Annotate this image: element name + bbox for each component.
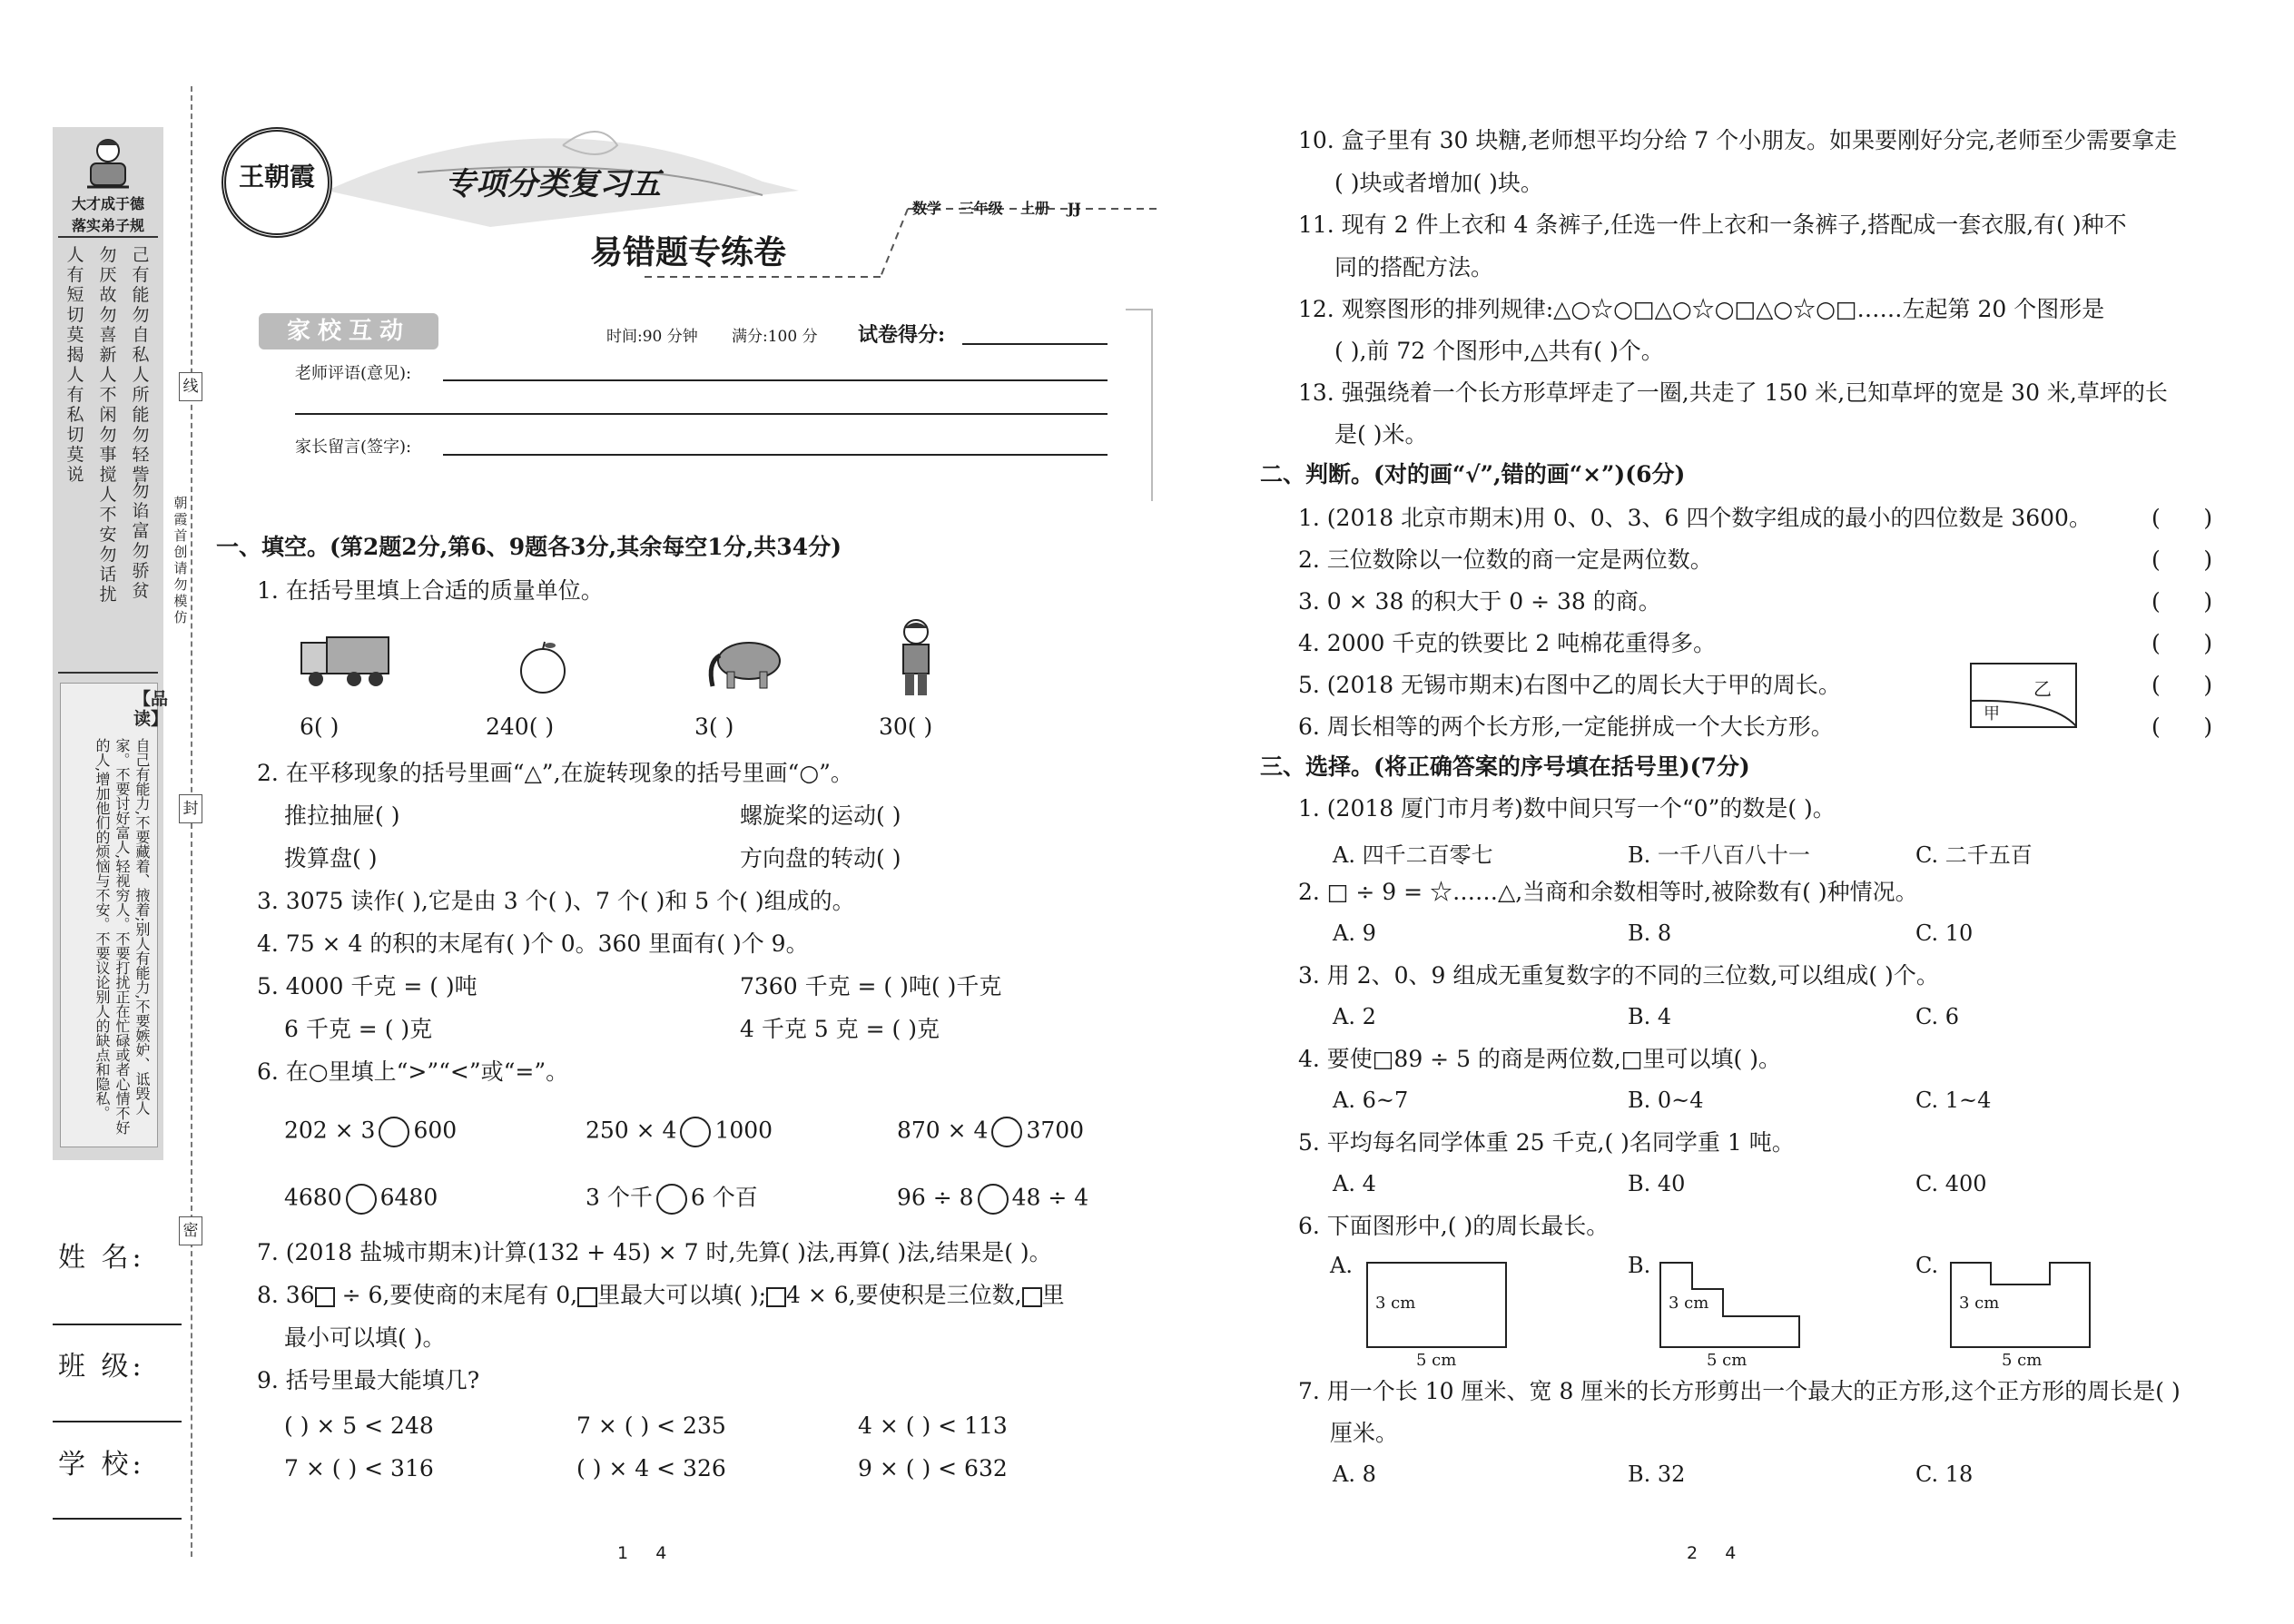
compare-circle[interactable] [991, 1117, 1022, 1147]
choice-2-c[interactable]: C. 10 [1915, 920, 1974, 946]
section-2-title: 二、判断。(对的画“√”,错的画“×”)(6分) [1260, 461, 1686, 487]
choice-6-c[interactable]: C. [1915, 1253, 1939, 1278]
q5-c: 6 千克 = ( )克 [284, 1016, 433, 1042]
judge-1: 1. (2018 北京市期末)用 0、0、3、6 四个数字组成的最小的四位数是 3600。 [1298, 505, 2092, 531]
interaction-tab: 家校互动 [259, 313, 438, 349]
q6-row-2: 4680 6480 [284, 1184, 438, 1215]
judge-answer-6[interactable]: ( ) [2151, 714, 2213, 740]
question-7: 7. (2018 盐城市期末)计算(132 + 45) × 7 时,先算( )法,再算( )法,结果是( )。 [257, 1239, 1052, 1265]
verse-col-2: 人有短切莫揭人有私切莫说 [66, 245, 84, 485]
shape-b-height: 3 cm [1669, 1294, 1709, 1313]
cut-mark-3: 密 [179, 1216, 202, 1245]
judge-answer-1[interactable]: ( ) [2151, 505, 2213, 531]
elephant-icon [704, 635, 790, 692]
choice-1-c[interactable]: C. 二千五百 [1915, 842, 2033, 868]
page-number-left: 1 4 [617, 1543, 667, 1563]
question-8: 8. 36 ÷ 6,要使商的末尾有 0, 里最大可以填( ); 4 × 6,要使积是三位数, 里 [257, 1282, 1065, 1308]
judge-6: 6. 周长相等的两个长方形,一定能拼成一个大长方形。 [1298, 714, 1834, 740]
q1-item-4: 30( ) [879, 714, 933, 740]
choice-4-b[interactable]: B. 0~4 [1628, 1088, 1704, 1113]
q6-row-2c: 96 ÷ 8 48 ÷ 4 [897, 1184, 1088, 1215]
mascot-figure [80, 134, 136, 191]
blank-box[interactable] [766, 1287, 786, 1307]
judge-answer-4[interactable]: ( ) [2151, 630, 2213, 656]
choice-1: 1. (2018 厦门市月考)数中间只写一个“0”的数是( )。 [1298, 795, 1836, 822]
cut-mark-1: 线 [179, 372, 202, 401]
question-4: 4. 75 × 4 的积的末尾有( )个 0。360 里面有( )个 9。 [257, 930, 809, 957]
score-total: 满分:100 分 [732, 328, 818, 346]
q5-b: 7360 千克 = ( )吨( )千克 [740, 973, 1002, 999]
question-12: 12. 观察图形的排列规律:△○☆○□△○☆○□△○☆○□……左起第 20 个图形是 [1298, 296, 2105, 322]
choice-7-a[interactable]: A. 8 [1333, 1462, 1376, 1487]
class-field[interactable] [53, 1421, 182, 1422]
question-13: 13. 强强绕着一个长方形草坪走了一圈,共走了 150 米,已知草坪的宽是 30 米,草坪的长 [1298, 379, 2168, 406]
page-number-right: 2 4 [1687, 1543, 1737, 1563]
section-1-title: 一、填空。(第2题2分,第6、9题各3分,其余每空1分,共34分) [216, 534, 842, 560]
q9-item-4: 7 × ( ) < 316 [284, 1455, 434, 1481]
choice-7-b[interactable]: B. 32 [1628, 1462, 1686, 1487]
blank-box[interactable] [577, 1287, 597, 1307]
choice-6: 6. 下面图形中,( )的周长最长。 [1298, 1213, 1610, 1239]
q2-d: 方向盘的转动( ) [740, 845, 901, 871]
q2-c: 拨算盘( ) [284, 845, 378, 871]
question-10-cont: ( )块或者增加( )块。 [1334, 170, 1543, 196]
parent-comment-label: 家长留言(签字): [295, 438, 412, 457]
choice-3-c[interactable]: C. 6 [1915, 1004, 1960, 1029]
question-2: 2. 在平移现象的括号里画“△”,在旋转现象的括号里画“○”。 [257, 760, 853, 786]
meta-line: 数学 三年级 上册 JJ [912, 200, 1081, 217]
choice-6-a[interactable]: A. [1330, 1253, 1353, 1278]
q9-item-6: 9 × ( ) < 632 [858, 1455, 1008, 1481]
question-13-cont: 是( )米。 [1334, 421, 1428, 448]
choice-5: 5. 平均每名同学体重 25 千克,( )名同学重 1 吨。 [1298, 1129, 1795, 1156]
q5-d: 4 千克 5 克 = ( )克 [740, 1016, 940, 1042]
choice-2-a[interactable]: A. 9 [1333, 920, 1376, 946]
class-label: 班 级: [58, 1351, 145, 1383]
q6-row-1b: 250 × 4 1000 [586, 1117, 773, 1147]
judge-2: 2. 三位数除以一位数的商一定是两位数。 [1298, 546, 1713, 573]
q6-row-1: 202 × 3 600 [284, 1117, 457, 1147]
question-9: 9. 括号里最大能填几? [257, 1367, 480, 1393]
question-12-cont: ( ),前 72 个图形中,△共有( )个。 [1334, 338, 1664, 364]
section-3-title: 三、选择。(将正确答案的序号填在括号里)(7分) [1260, 753, 1750, 780]
judge-answer-2[interactable]: ( ) [2151, 546, 2213, 573]
compare-circle[interactable] [346, 1184, 377, 1215]
choice-3-b[interactable]: B. 4 [1628, 1004, 1672, 1029]
q2-a: 推拉抽屉( ) [284, 802, 400, 829]
choice-6-b[interactable]: B. [1628, 1253, 1651, 1278]
q9-item-2: 7 × ( ) < 235 [576, 1412, 726, 1439]
time-label: 时间:90 分钟 [606, 328, 698, 346]
cut-mark-2: 封 [179, 794, 202, 823]
choice-4-a[interactable]: A. 6~7 [1333, 1088, 1409, 1113]
choice-7: 7. 用一个长 10 厘米、宽 8 厘米的长方形剪出一个最大的正方形,这个正方形的周长是( ) [1298, 1378, 2181, 1404]
reading-label: 【品读】 [133, 689, 169, 729]
compare-circle[interactable] [379, 1117, 409, 1147]
motto-2: 落实弟子规 [71, 217, 144, 234]
school-field[interactable] [53, 1518, 182, 1520]
shape-c-height: 3 cm [1959, 1294, 2000, 1313]
q2-b: 螺旋桨的运动( ) [740, 802, 901, 829]
compare-circle[interactable] [656, 1184, 687, 1215]
judge-answer-5[interactable]: ( ) [2151, 672, 2213, 698]
choice-5-b[interactable]: B. 40 [1628, 1171, 1686, 1196]
choice-5-c[interactable]: C. 400 [1915, 1171, 1987, 1196]
q6-row-1c: 870 × 4 3700 [897, 1117, 1084, 1147]
score-get-label: 试卷得分: [858, 323, 946, 347]
verse-col-1: 己有能勿自私人所能勿轻訾 [132, 245, 150, 485]
question-11-cont: 同的搭配方法。 [1334, 254, 1494, 281]
figure-label-jia: 甲 [1984, 704, 2000, 723]
question-3: 3. 3075 读作( ),它是由 3 个( )、7 个( )和 5 个( )组成的。 [257, 888, 855, 914]
q6-row-2b: 3 个千 6 个百 [586, 1184, 758, 1215]
figure-label-yi: 乙 [2033, 678, 2052, 700]
choice-3-a[interactable]: A. 2 [1333, 1004, 1376, 1029]
compare-circle[interactable] [680, 1117, 711, 1147]
score-field[interactable] [962, 343, 1108, 345]
parent-comment-field[interactable] [443, 454, 1108, 456]
shape-a-height: 3 cm [1375, 1294, 1416, 1313]
compare-circle[interactable] [978, 1184, 1009, 1215]
paper-title: 易错题专练卷 [590, 233, 787, 271]
blank-box[interactable] [315, 1287, 335, 1307]
q9-item-1: ( ) × 5 < 248 [284, 1412, 434, 1439]
q1-item-1: 6( ) [300, 714, 340, 740]
shape-a-width: 5 cm [1416, 1351, 1457, 1370]
shape-b-width: 5 cm [1707, 1351, 1748, 1370]
judge-4: 4. 2000 千克的铁要比 2 吨棉花重得多。 [1298, 630, 1717, 656]
question-8-cont: 最小可以填( )。 [284, 1324, 446, 1351]
q5-a: 5. 4000 千克 = ( )吨 [257, 973, 478, 999]
copyright-note: 朝霞首创 请勿模仿 [173, 495, 188, 625]
q9-item-5: ( ) × 4 < 326 [576, 1455, 726, 1481]
brand-logo: 王朝霞 [222, 127, 332, 238]
teacher-comment-field[interactable] [443, 379, 1108, 381]
truck-icon [300, 635, 390, 690]
sidebar-panel [53, 127, 169, 1160]
series-title: 专项分类复习五 [445, 166, 661, 202]
verse-col-3: 勿厌故勿喜新人不闲勿事搅人不安勿话扰 [99, 245, 117, 605]
name-field[interactable] [53, 1324, 182, 1325]
question-6: 6. 在○里填上“>”“<”或“=”。 [257, 1058, 569, 1085]
boy-icon [894, 617, 938, 699]
choice-7-c[interactable]: C. 18 [1915, 1462, 1974, 1487]
choice-2: 2. □ ÷ 9 = ☆……△,当商和余数相等时,被除数有( )种情况。 [1298, 879, 1918, 905]
blank-box[interactable] [1022, 1287, 1042, 1307]
q9-item-3: 4 × ( ) < 113 [858, 1412, 1008, 1439]
choice-7-cont: 厘米。 [1330, 1420, 1399, 1446]
school-label: 学 校: [58, 1449, 145, 1481]
choice-4: 4. 要使□89 ÷ 5 的商是两位数,□里可以填( )。 [1298, 1046, 1781, 1072]
judge-answer-3[interactable]: ( ) [2151, 588, 2213, 615]
choice-3: 3. 用 2、0、9 组成无重复数字的不同的三位数,可以组成( )个。 [1298, 962, 1939, 989]
choice-5-a[interactable]: A. 4 [1333, 1171, 1376, 1196]
question-11: 11. 现有 2 件上衣和 4 条裤子,任选一件上衣和一条裤子,搭配成一套衣服,有( )种不 [1298, 212, 2127, 238]
judge-5: 5. (2018 无锡市期末)右图中乙的周长大于甲的周长。 [1298, 672, 1841, 698]
verse-col-4: 勿谄富勿骄贫 [132, 481, 150, 601]
reading-text: 自己有能力,不要藏着、掖着;别人有能力,不要嫉妒、诋毁人家。不要讨好富人,轻视穷人。不要打扰正在忙碌或者心情不好的人,增加他们的烦恼与不安。不要议论别人的缺点和隐私。 [94, 738, 151, 1136]
judge-3: 3. 0 × 38 的积大于 0 ÷ 38 的商。 [1298, 588, 1661, 615]
reading-box [60, 683, 169, 1147]
choice-1-a[interactable]: A. 四千二百零七 [1333, 842, 1493, 868]
teacher-comment-label: 老师评语(意见): [295, 364, 412, 383]
motto-1: 大才成于德 [71, 195, 144, 212]
choice-4-c[interactable]: C. 1~4 [1915, 1088, 1992, 1113]
q1-item-3: 3( ) [694, 714, 734, 740]
q1-item-2: 240( ) [486, 714, 555, 740]
name-label: 姓 名: [58, 1242, 145, 1274]
question-10: 10. 盒子里有 30 块糖,老师想平均分给 7 个小朋友。如果要刚好分完,老师至少需要拿走 [1298, 127, 2178, 153]
question-1: 1. 在括号里填上合适的质量单位。 [257, 577, 604, 604]
apple-icon [517, 640, 568, 694]
shape-c-width: 5 cm [2002, 1351, 2043, 1370]
choice-2-b[interactable]: B. 8 [1628, 920, 1672, 946]
choice-1-b[interactable]: B. 一千八百八十一 [1628, 842, 1810, 868]
